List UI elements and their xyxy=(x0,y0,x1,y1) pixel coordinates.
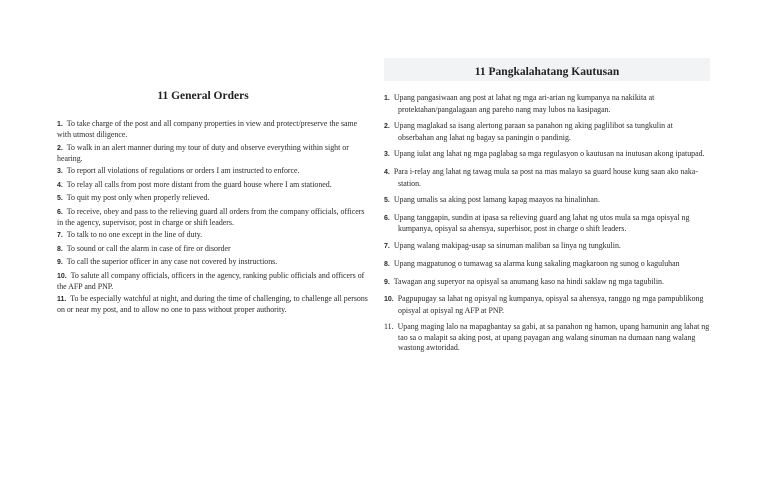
item-text: To take charge of the post and all company properties in view and protect/preserve the same with utmost diligence. xyxy=(57,119,358,139)
list-item xyxy=(384,322,710,354)
item-text: Upang maglakad sa isang alertong paraan sa panahon ng aking paglilibot sa tungkulin at obserbahan ang lahat ng bagay sa paningin o pandinig. xyxy=(393,121,673,142)
item-text: To report all violations of regulations or orders I am instructed to enforce. xyxy=(66,166,300,175)
english-column xyxy=(57,90,369,318)
list-item xyxy=(384,277,710,289)
item-number: 4. xyxy=(57,181,63,189)
item-text: Upang maging lalo na mapagbantay sa gabi, at sa panahon ng hamon, upang hamunin ang lahat ng tao sa o malapit sa aking post, at upang payagan ang walang sinuman na dumaan nang walang wastong awtoridad. xyxy=(397,322,710,353)
item-number: 4. xyxy=(384,169,390,177)
item-text: Pagpupugay sa lahat ng opisyal ng kumpanya, opisyal sa ahensya, ranggo ng mga pampublikong opisyal at opisyal ng AFP at PNP. xyxy=(397,294,704,315)
english-orders-list xyxy=(57,119,369,315)
list-item xyxy=(384,213,710,235)
item-number: 6. xyxy=(57,208,63,216)
list-item xyxy=(57,119,369,140)
list-item xyxy=(57,230,369,241)
item-text: To quit my post only when properly relieved. xyxy=(66,193,210,202)
item-number: 1. xyxy=(384,95,390,102)
item-text: Upang walang makipag-usap sa sinuman maliban sa linya ng tungkulin. xyxy=(393,241,621,251)
item-number: 3. xyxy=(384,151,390,159)
item-number: 5. xyxy=(384,197,390,205)
list-item xyxy=(57,207,369,228)
item-number: 11. xyxy=(57,296,67,303)
list-item xyxy=(384,294,710,316)
list-item xyxy=(384,241,710,253)
list-item xyxy=(384,167,710,189)
list-item xyxy=(57,271,369,292)
item-text: To talk to no one except in the line of duty. xyxy=(66,230,203,239)
item-text: To receive, obey and pass to the relieving guard all orders from the company officials, officers in the agency, supervisor, post in charge or shift leaders. xyxy=(57,206,365,227)
list-item xyxy=(384,195,710,207)
list-item xyxy=(57,166,369,177)
item-number: 11. xyxy=(384,322,394,332)
item-text: To be especially watchful at night, and during the time of challenging, to challenge all persons on or near my post, and to allow no one to pass without proper authority. xyxy=(57,294,368,314)
list-item xyxy=(57,257,369,268)
item-text: To walk in an alert manner during my tour of duty and observe everything within sight or hearing. xyxy=(57,142,349,163)
list-item xyxy=(57,193,369,204)
filipino-title: 11 Pangkalahatang Kautusan xyxy=(384,58,710,81)
item-number: 2. xyxy=(384,123,390,131)
item-text: To relay all calls from post more distant from the guard house where I am stationed. xyxy=(66,179,332,189)
item-number: 7. xyxy=(384,243,390,251)
item-text: Upang magpatunog o tumawag sa alarma kung sakaling magkaroon ng sunog o kaguluhan xyxy=(393,258,680,268)
item-text: To sound or call the alarm in case of fire or disorder xyxy=(66,243,231,253)
item-number: 7. xyxy=(57,232,63,239)
list-item xyxy=(57,244,369,255)
list-item xyxy=(384,149,710,161)
list-item xyxy=(57,143,369,164)
item-text: To salute all company officials, officers in the agency, ranking public officials and officers of the AFP and PNP. xyxy=(57,270,365,291)
item-text: Para i-relay ang lahat ng tawag mula sa post na mas malayo sa guard house kung saan ako naka-station. xyxy=(393,167,698,188)
item-number: 5. xyxy=(57,195,63,202)
item-text: Upang tanggapin, sundin at ipasa sa relieving guard ang lahat ng utos mula sa mga opisyal ng kumpanya, opisyal sa ahensya, superbisor, post in charge o shift leaders. xyxy=(393,212,690,234)
item-number: 3. xyxy=(57,168,63,175)
list-item xyxy=(57,294,369,315)
item-number: 10. xyxy=(57,272,67,280)
item-text: Upang iulat ang lahat ng mga paglabag sa mga regulasyon o kautusan na inutusan akong ipatupad. xyxy=(393,149,705,159)
filipino-column xyxy=(384,58,710,360)
filipino-orders-list xyxy=(384,93,710,354)
item-text: Tawagan ang superyor na opisyal sa anumang kaso na hindi saklaw ng mga tagubilin. xyxy=(393,276,664,286)
item-number: 9. xyxy=(384,278,390,286)
list-item xyxy=(384,93,710,115)
item-text: To call the superior officer in any case not covered by instructions. xyxy=(66,257,278,266)
item-number: 10. xyxy=(384,296,394,304)
item-number: 8. xyxy=(384,260,390,268)
item-number: 9. xyxy=(57,259,63,266)
item-number: 1. xyxy=(57,121,63,128)
item-number: 6. xyxy=(384,214,390,222)
item-number: 2. xyxy=(57,144,63,152)
english-title: 11 General Orders xyxy=(157,90,249,102)
list-item xyxy=(384,121,710,143)
list-item xyxy=(384,259,710,271)
item-number: 8. xyxy=(57,245,63,253)
list-item xyxy=(57,180,369,191)
item-text: Upang pangasiwaan ang post at lahat ng mga ari-arian ng kumpanya na nakikita at protektahan/pangalagaan ang pareho nang may lubos na kasipagan. xyxy=(393,93,655,114)
item-text: Upang umalis sa aking post lamang kapag maayos na hinalinhan. xyxy=(393,195,600,205)
